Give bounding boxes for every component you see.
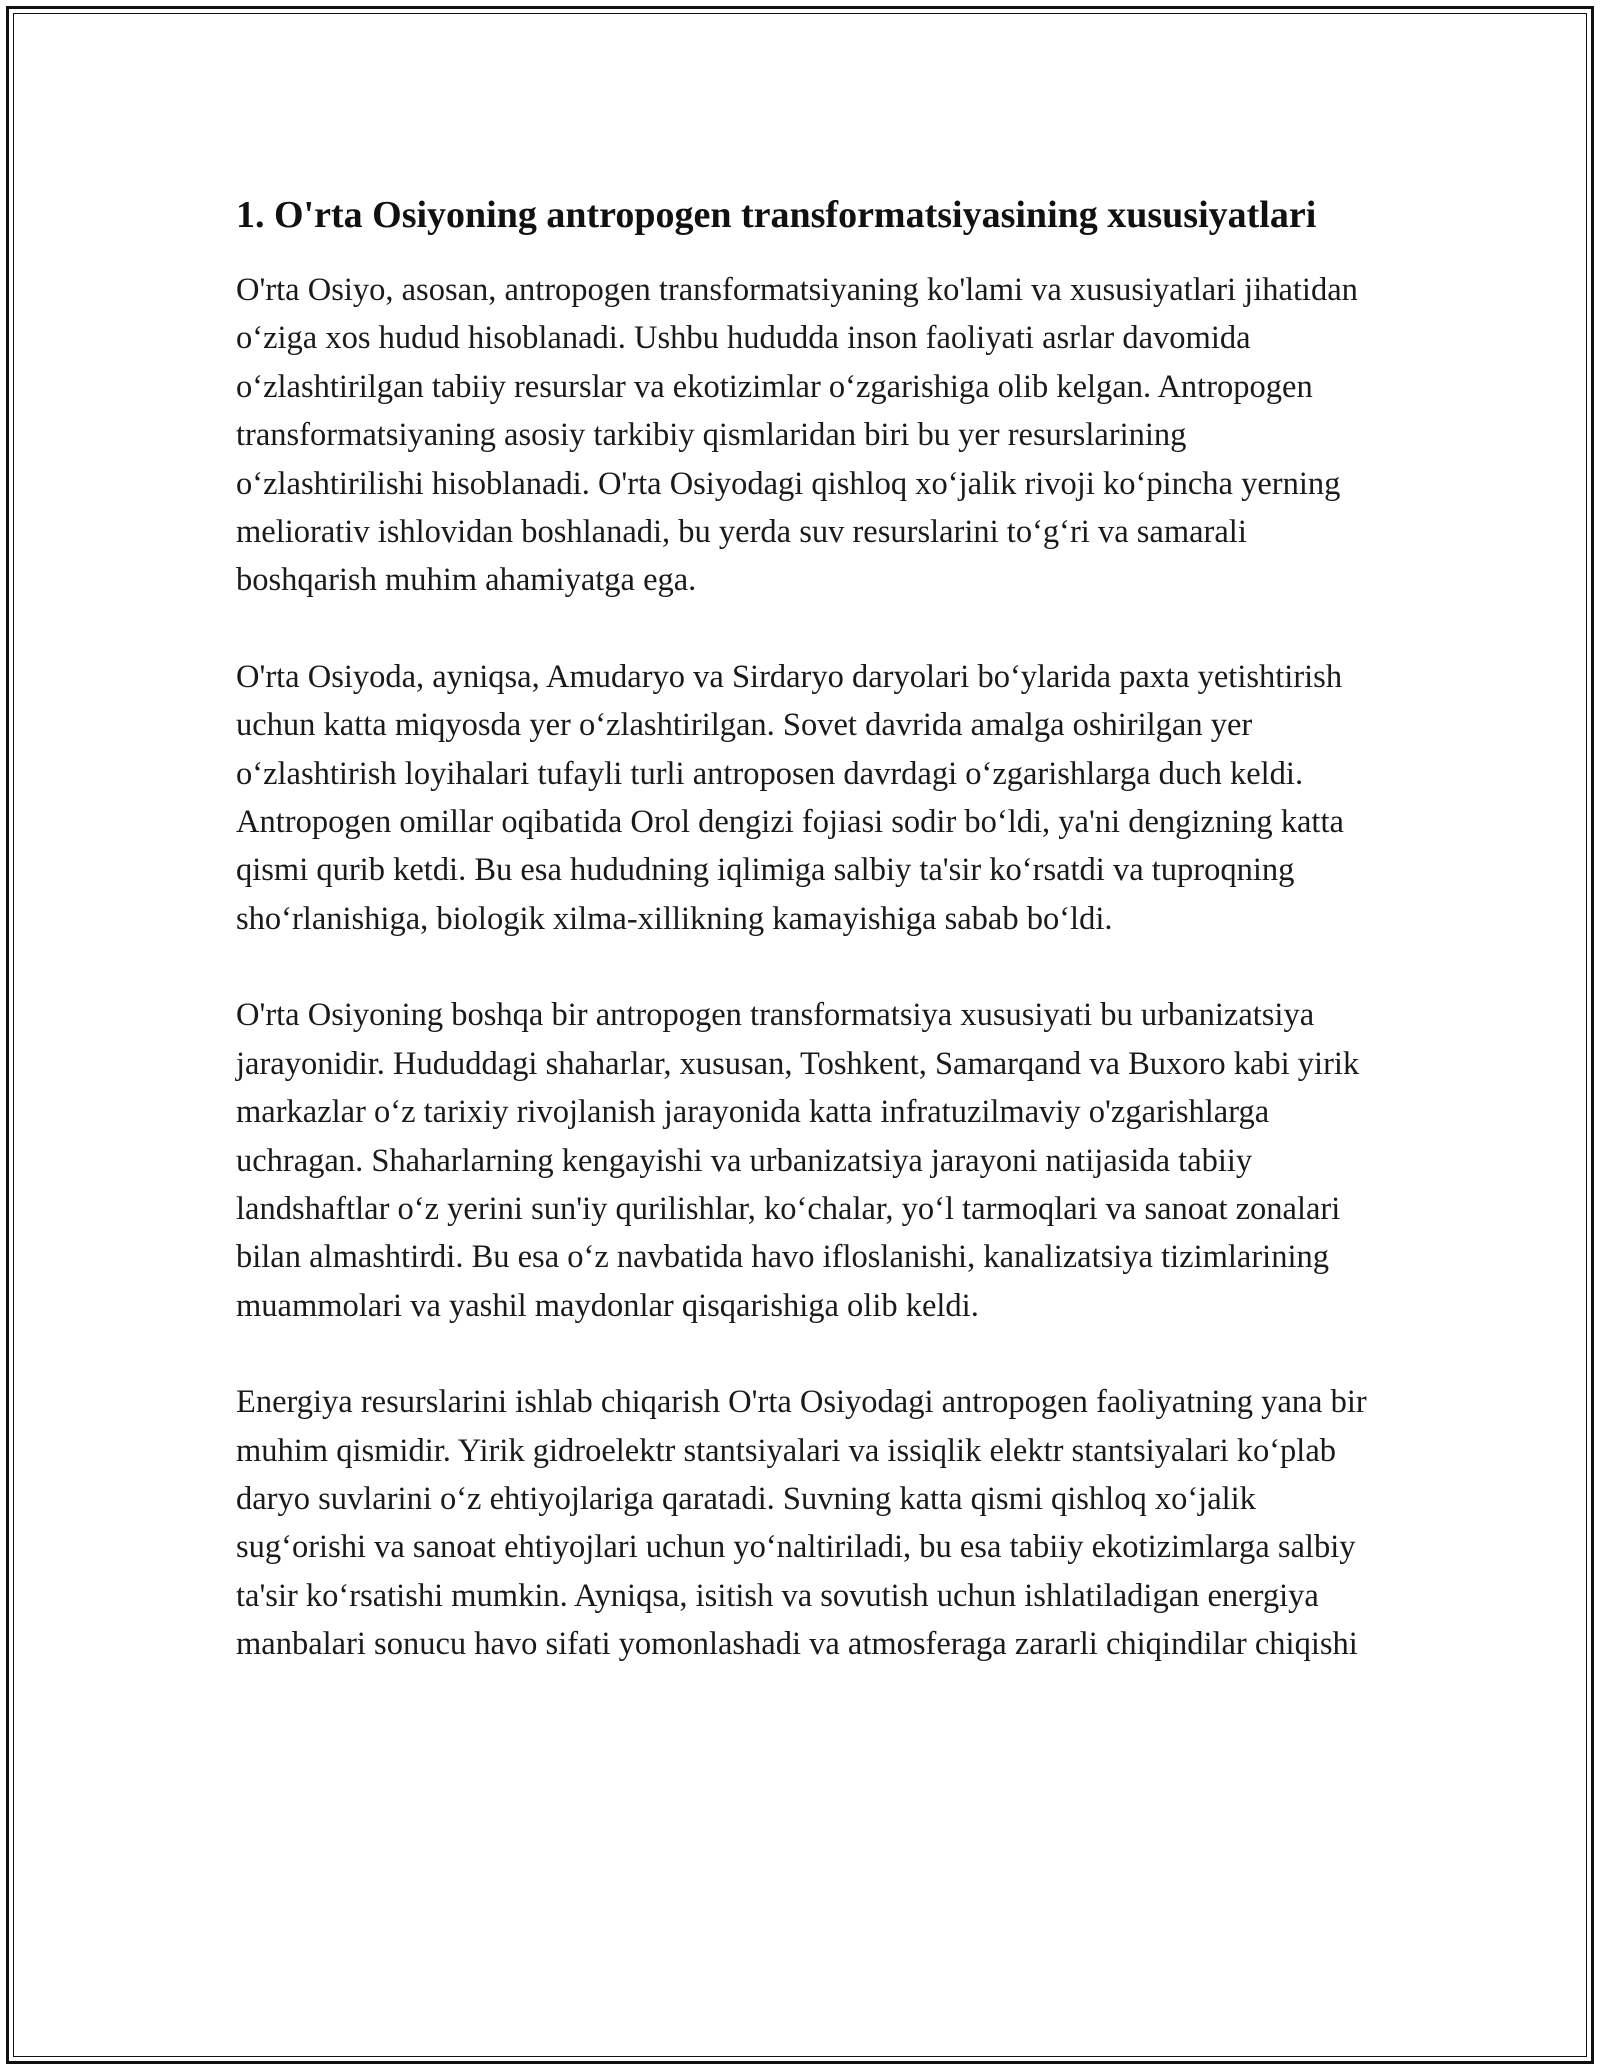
paragraph-1: O'rta Osiyo, asosan, antropogen transformatsiyaning ko'lami va xususiyatlari jihatidan o‘ziga xos hudud hisoblanadi. Ushbu hududda inson faoliyati asrlar davomida o‘zlashtirilgan tabiiy resurslar va ekotizimlar o‘zgarishiga olib kelgan. Antropogen transformatsiyaning asosiy tarkibiy qismlaridan biri bu yer resurslarining o‘zlashtirilishi hisoblanadi. O'rta Osiyodagi qishloq xo‘jalik rivoji ko‘pincha yerning meliorativ ishlovidan boshlanadi, bu yerda suv resurslarini to‘g‘ri va samarali boshqarish muhim ahamiyatga ega. <box>236 272 1358 599</box>
paragraph-4: Energiya resurslarini ishlab chiqarish O'rta Osiyodagi antropogen faoliyatning yana bir muhim qismidir. Yirik gidroelektr stantsiyalari va issiqlik elektr stantsiyalari ko‘plab daryo suvlarini o‘z ehtiyojlariga qaratadi. Suvning katta qismi qishloq xo‘jalik sug‘orishi va sanoat ehtiyojlari uchun yo‘naltiriladi, bu esa tabiiy ekotizimlarga salbiy ta'sir ko‘rsatishi mumkin. Ayniqsa, isitish va sovutish uchun ishlatiladigan energiya manbalari sonucu havo sifati yomonlashadi va atmosferaga zararli chiqindilar chiqishi <box>236 1384 1367 1663</box>
section-title: 1. O'rta Osiyoning antropogen transformatsiyasining xususiyatlari <box>236 194 1317 236</box>
paragraph-3: O'rta Osiyoning boshqa bir antropogen transformatsiya xususiyati bu urbanizatsiya jarayonidir. Hududdagi shaharlar, xususan, Toshkent, Samarqand va Buxoro kabi yirik markazlar o‘z tarixiy rivojlanish jarayonida katta infratuzilmaviy o'zgarishlarga uchragan. Shaharlarning kengayishi va urbanizatsiya jarayoni natijasida tabiiy landshaftlar o‘z yerini sun'iy qurilishlar, ko‘chalar, yo‘l tarmoqlari va sanoat zonalari bilan almashtirdi. Bu esa o‘z navbatida havo ifloslanishi, kanalizatsiya tizimlarining muammolari va yashil maydonlar qisqarishiga olib keldi. <box>236 997 1360 1324</box>
paragraph-2: O'rta Osiyoda, ayniqsa, Amudaryo va Sirdaryo daryolari bo‘ylarida paxta yetishtirish uchun katta miqyosda yer o‘zlashtirilgan. Sovet davrida amalga oshirilgan yer o‘zlashtirish loyihalari tufayli turli antroposen davrdagi o‘zgarishlarga duch keldi. Antropogen omillar oqibatida Orol dengizi fojiasi sodir bo‘ldi, ya'ni dengizning katta qismi qurib ketdi. Bu esa hududning iqlimiga salbiy ta'sir ko‘rsatdi va tuproqning sho‘rlanishiga, biologik xilma-xillikning kamayishiga sabab bo‘ldi. <box>236 658 1344 937</box>
document-body <box>236 188 1376 1717</box>
